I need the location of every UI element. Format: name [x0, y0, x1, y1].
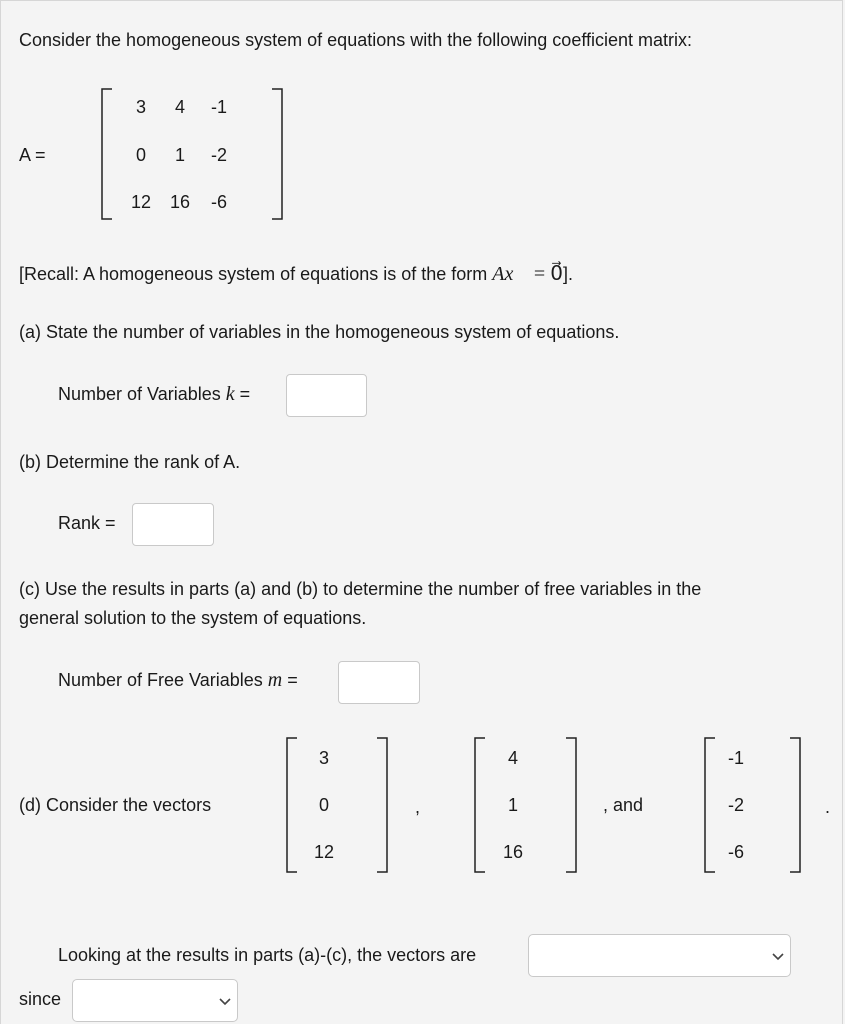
part-c-question-line1: (c) Use the results in parts (a) and (b) to determine the number of free variables in the [19, 579, 702, 599]
matrix-label: A = [19, 145, 46, 165]
vector-entry: 12 [313, 842, 335, 862]
vector-entry: -1 [727, 748, 744, 768]
matrix-cell: 0 [135, 145, 146, 165]
matrix-cell: -2 [210, 145, 227, 165]
matrix-right-bracket [270, 88, 284, 220]
vector-entry: -6 [727, 842, 744, 862]
vector-entry: 1 [507, 795, 518, 815]
part-a-question: (a) State the number of variables in the homogeneous system of equations. [19, 322, 620, 342]
vector2-left-bracket [473, 737, 487, 873]
math-zero-vector: 0⃗ [550, 263, 563, 285]
rank-label: Rank = [58, 513, 116, 533]
free-variables-m-input[interactable] [338, 661, 420, 704]
part-c-label [58, 668, 298, 692]
vector-separator-comma: , [415, 797, 421, 817]
chevron-down-icon [219, 998, 231, 1006]
recall-prefix: [Recall: A homogeneous system of equations is of the form [19, 264, 493, 284]
part-c-question-line2: general solution to the system of equations. [19, 608, 367, 628]
matrix-cell: 1 [174, 145, 185, 165]
free-variables-label: Number of Free Variables [58, 670, 268, 690]
matrix-cell: 4 [174, 97, 185, 117]
part-d-label: (d) Consider the vectors [19, 795, 212, 815]
vector-entry: -2 [727, 795, 744, 815]
matrix-left-bracket [100, 88, 114, 220]
variables-k-input[interactable] [286, 374, 367, 417]
math-k: k [225, 383, 235, 405]
vector-entry: 0 [318, 795, 329, 815]
equals-sign: = [282, 670, 298, 690]
math-equals: = [528, 263, 551, 285]
matrix-cell: -6 [210, 192, 227, 212]
vector1-right-bracket [375, 737, 389, 873]
vector-entry: 3 [318, 748, 329, 768]
vectors-dependence-select[interactable] [528, 934, 791, 977]
rank-input[interactable] [132, 503, 214, 546]
matrix-cell: 12 [130, 192, 152, 212]
vector3-left-bracket [703, 737, 717, 873]
matrix-cell: 16 [169, 192, 191, 212]
looking-label: Looking at the results in parts (a)-(c), the vectors are [58, 945, 477, 965]
math-m: m [267, 669, 283, 691]
intro-text: Consider the homogeneous system of equations with the following coefficient matrix: [19, 30, 693, 50]
part-b-question: (b) Determine the rank of A. [19, 452, 241, 472]
chevron-down-icon [772, 953, 784, 961]
vector1-left-bracket [285, 737, 299, 873]
since-label: since [19, 989, 62, 1009]
matrix-cell: -1 [210, 97, 227, 117]
vector-entry: 16 [502, 842, 524, 862]
vectors-period: . [825, 797, 831, 817]
part-a-label [58, 382, 250, 406]
vector3-right-bracket [788, 737, 802, 873]
recall-text [19, 262, 573, 286]
vector-separator-and: , and [603, 795, 644, 815]
matrix-cell: 3 [135, 97, 146, 117]
vector2-right-bracket [564, 737, 578, 873]
math-x-vector: x⃗ [504, 263, 529, 285]
recall-suffix: ]. [562, 264, 573, 284]
variables-label: Number of Variables [58, 384, 226, 404]
vector-entry: 4 [507, 748, 518, 768]
since-reason-select[interactable] [72, 979, 238, 1022]
math-A: A [492, 263, 505, 285]
equals-sign: = [234, 384, 251, 404]
